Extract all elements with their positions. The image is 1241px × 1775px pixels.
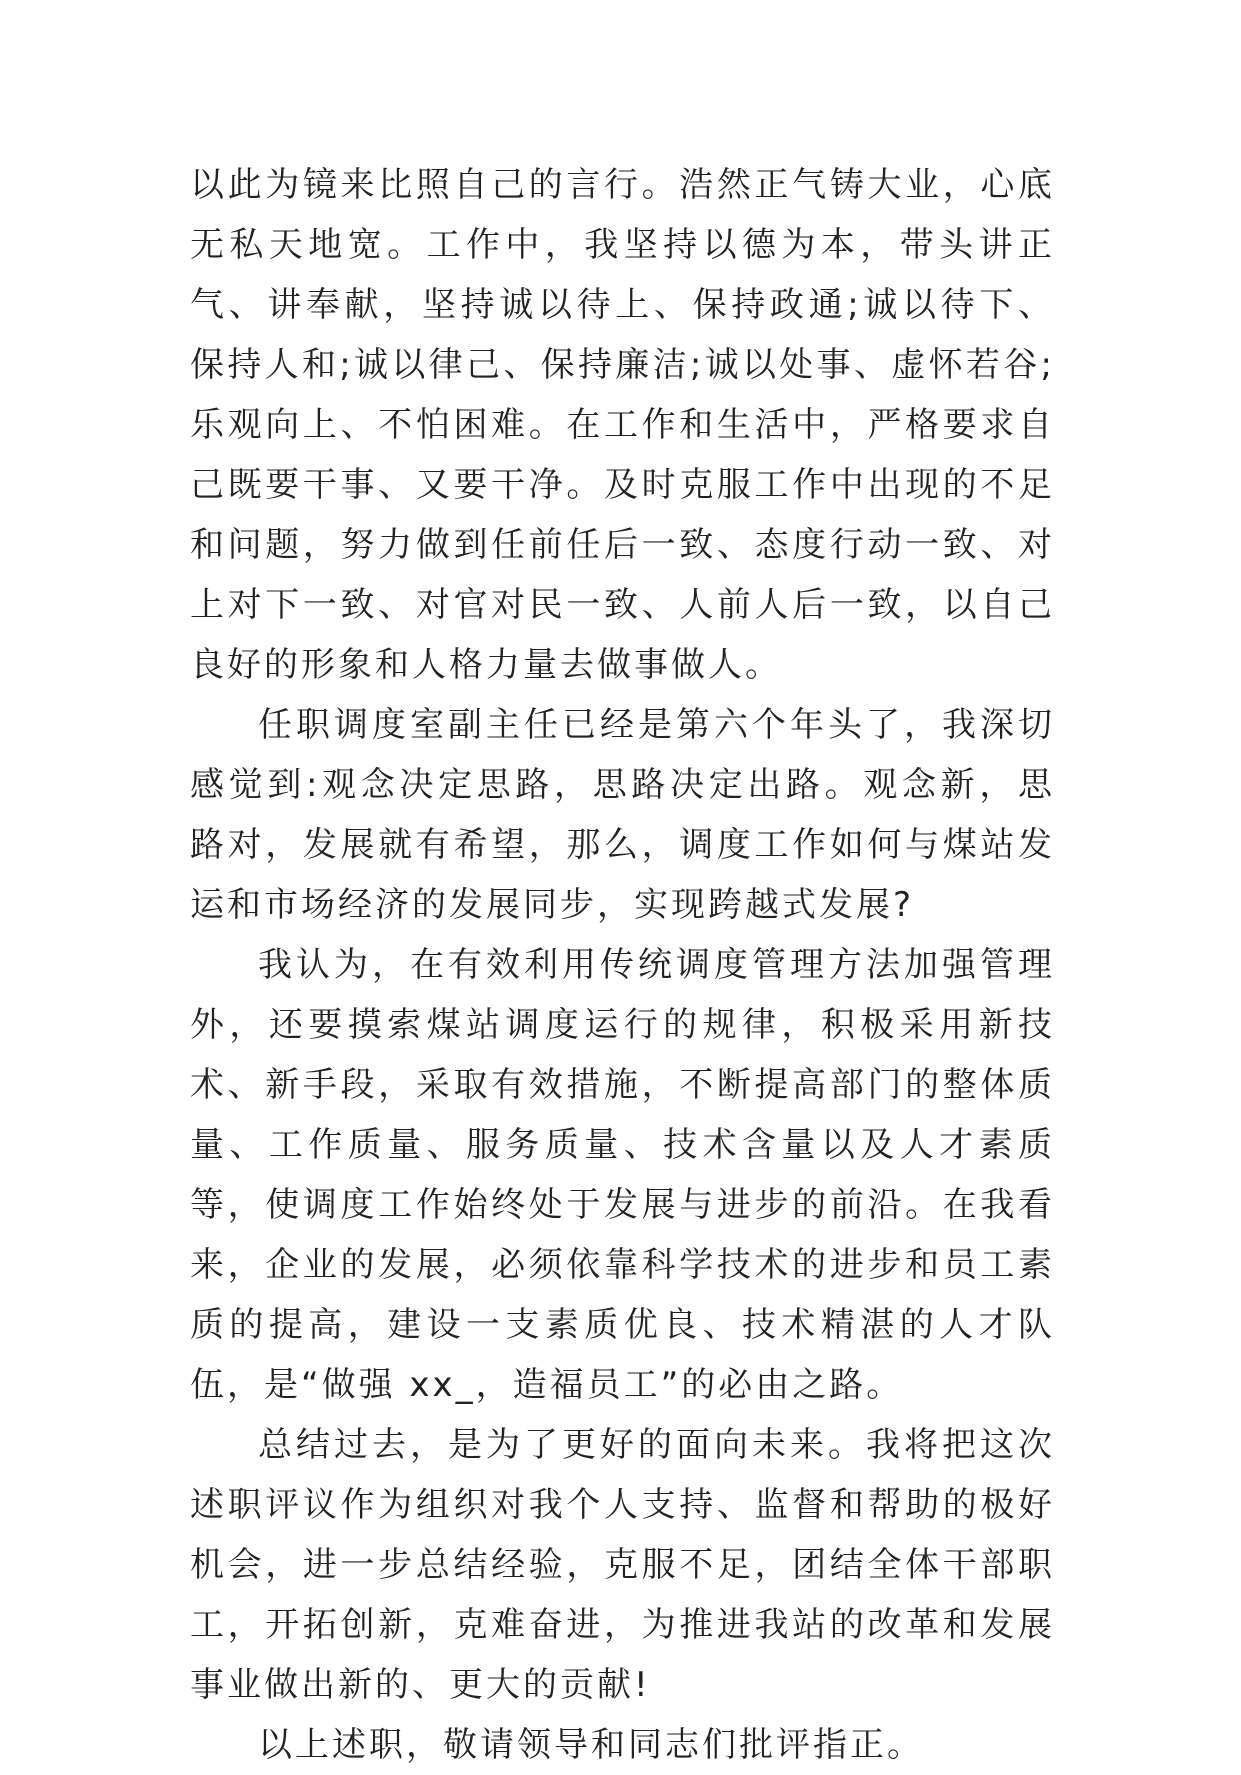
- paragraph-3: 我认为，在有效利用传统调度管理方法加强管理外，还要摸索煤站调度运行的规律，积极采用新技术、新手段，采取有效措施，不断提高部门的整体质量、工作质量、服务质量、技术含量以及人才素质等，使调度工作始终处于发展与进步的前沿。在我看来，企业的发展，必须依靠科学技术的进步和员工素质的提高，建设一支素质优良、技术精湛的人才队伍，是“做强 xx_，造福员工”的必由之路。: [190, 945, 1055, 1405]
- paragraph-2: 任职调度室副主任已经是第六个年头了，我深切感觉到:观念决定思路，思路决定出路。观念新，思路对，发展就有希望，那么，调度工作如何与煤站发运和市场经济的发展同步，实现跨越式发展?: [190, 705, 1055, 925]
- paragraph-1: 以此为镜来比照自己的言行。浩然正气铸大业，心底无私天地宽。工作中，我坚持以德为本，带头讲正气、讲奉献，坚持诚以待上、保持政通;诚以待下、保持人和;诚以律己、保持廉洁;诚以处事、虚怀若谷;乐观向上、不怕困难。在工作和生活中，严格要求自己既要干事、又要干净。及时克服工作中出现的不足和问题，努力做到任前任后一致、态度行动一致、对上对下一致、对官对民一致、人前人后一致，以自己良好的形象和人格力量去做事做人。: [190, 165, 1055, 685]
- paragraph-5: 以上述职，敬请领导和同志们批评指正。: [258, 1725, 924, 1765]
- document-body: [190, 155, 1055, 1775]
- paragraph-4: 总结过去，是为了更好的面向未来。我将把这次述职评议作为组织对我个人支持、监督和帮助的极好机会，进一步总结经验，克服不足，团结全体干部职工，开拓创新，克难奋进，为推进我站的改革和发展事业做出新的、更大的贡献!: [190, 1425, 1055, 1705]
